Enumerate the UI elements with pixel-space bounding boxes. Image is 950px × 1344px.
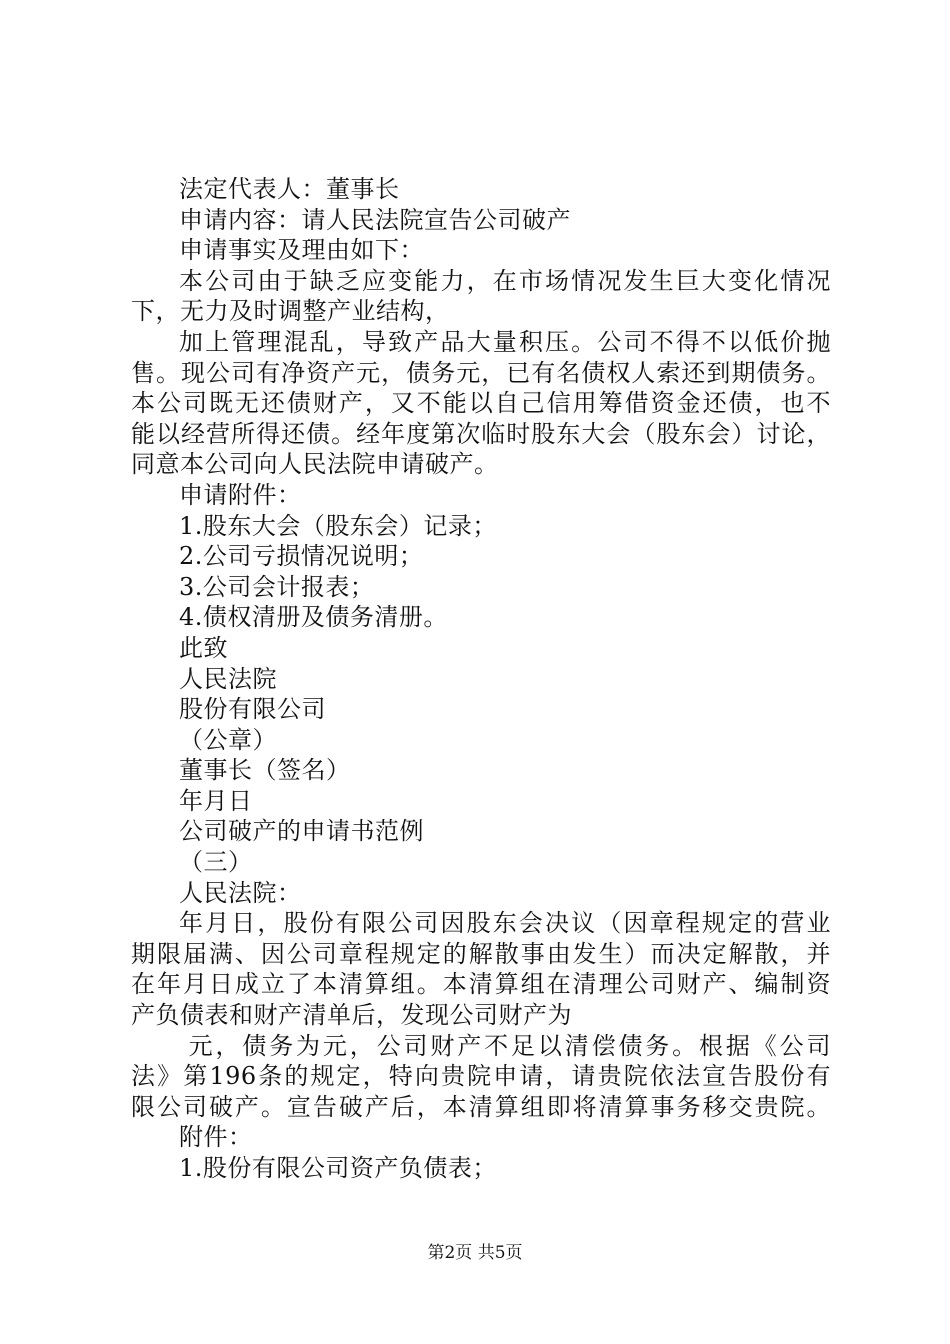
document-line: 申请内容：请人民法院宣告公司破产 bbox=[179, 205, 571, 234]
document-line: 加上管理混乱，导致产品大量积压。公司不得不以低价抛 bbox=[179, 327, 831, 356]
document-line: 元，债务为元，公司财产不足以清偿债务。根据《公司 bbox=[188, 1031, 831, 1060]
document-line: 1.股东大会（股东会）记录； bbox=[179, 511, 497, 540]
document-line: 同意本公司向人民法院申请破产。 bbox=[131, 450, 499, 479]
document-line: （公章） bbox=[179, 725, 277, 754]
document-line: 年月日 bbox=[179, 786, 253, 815]
document-line: 3.公司会计报表； bbox=[179, 572, 375, 601]
document-line: 附件： bbox=[179, 1123, 253, 1152]
document-line: 法》第196条的规定，特向贵院申请，请贵院依法宣告股份有 bbox=[131, 1062, 831, 1091]
document-line: 股份有限公司 bbox=[179, 695, 326, 724]
document-line: 本公司既无还债财产，又不能以自己信用筹借资金还债，也不 bbox=[131, 389, 831, 418]
document-line: 年月日，股份有限公司因股东会决议（因章程规定的营业 bbox=[179, 909, 831, 938]
document-line: 在年月日成立了本清算组。本清算组在清理公司财产、编制资 bbox=[131, 970, 831, 999]
document-line: （三） bbox=[179, 848, 253, 877]
document-line: 此致 bbox=[179, 633, 228, 662]
document-line: 期限届满、因公司章程规定的解散事由发生）而决定解散，并 bbox=[131, 939, 831, 968]
document-line: 本公司由于缺乏应变能力，在市场情况发生巨大变化情况 bbox=[179, 266, 831, 295]
document-line: 能以经营所得还债。经年度第次临时股东大会（股东会）讨论， bbox=[131, 419, 831, 448]
document-line: 下，无力及时调整产业结构， bbox=[131, 297, 450, 326]
document-line: 董事长（签名） bbox=[179, 756, 351, 785]
document-line: 法定代表人：董事长 bbox=[179, 175, 400, 203]
document-line: 2.公司亏损情况说明； bbox=[179, 542, 424, 571]
document-line: 4.债权清册及债务清册。 bbox=[179, 603, 448, 632]
document-line: 申请事实及理由如下： bbox=[179, 236, 424, 265]
page-footer: 第2页 共5页 bbox=[427, 1243, 523, 1263]
document-body bbox=[131, 174, 831, 1184]
document-line: 公司破产的申请书范例 bbox=[179, 817, 424, 846]
document-line: 限公司破产。宣告破产后，本清算组即将清算事务移交贵院。 bbox=[131, 1092, 831, 1121]
document-line: 产负债表和财产清单后，发现公司财产为 bbox=[131, 1001, 572, 1030]
document-line: 人民法院 bbox=[179, 664, 277, 693]
document-line: 售。现公司有净资产元，债务元，已有名债权人索还到期债务。 bbox=[131, 358, 831, 387]
document-line: 申请附件： bbox=[179, 480, 302, 509]
document-line: 人民法院： bbox=[179, 878, 302, 907]
document-line: 1.股份有限公司资产负债表； bbox=[179, 1154, 497, 1182]
